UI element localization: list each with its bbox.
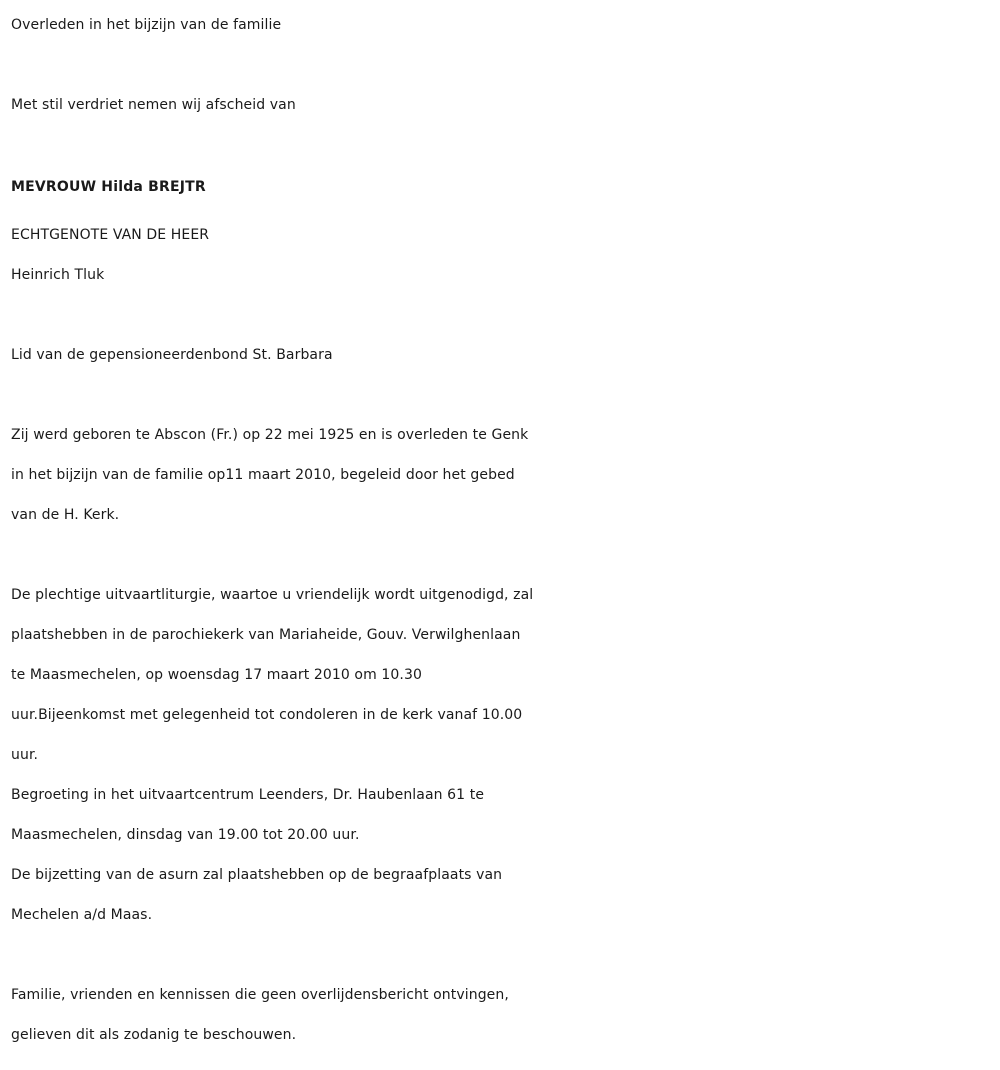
spacer bbox=[11, 935, 1000, 975]
intro-line-1: Overleden in het bijzijn van de familie bbox=[11, 17, 282, 33]
paragraph-line: uur.Bijeenkomst met gelegenheid tot condoleren in de kerk vanaf 10.00 bbox=[11, 707, 523, 723]
paragraph-line: van de H. Kerk. bbox=[11, 507, 120, 523]
paragraph-line: Zij werd geboren te Abscon (Fr.) op 22 mei 1925 en is overleden te Genk bbox=[11, 427, 529, 443]
deceased-title: ECHTGENOTE VAN DE HEER bbox=[11, 227, 210, 243]
paragraph-line: gelieven dit als zodanig te beschouwen. bbox=[11, 1027, 297, 1043]
spacer bbox=[11, 375, 1000, 415]
paragraph-line: Mechelen a/d Maas. bbox=[11, 907, 153, 923]
paragraph-line: Begroeting in het uitvaartcentrum Leenders, Dr. Haubenlaan 61 te bbox=[11, 787, 485, 803]
membership-line: Lid van de gepensioneerdenbond St. Barbara bbox=[11, 347, 333, 363]
paragraph-line: Familie, vrienden en kennissen die geen overlijdensbericht ontvingen, bbox=[11, 987, 509, 1003]
spacer bbox=[11, 295, 1000, 335]
spacer bbox=[11, 45, 1000, 85]
paragraph-line: uur. bbox=[11, 747, 39, 763]
paragraph-line: Maasmechelen, dinsdag van 19.00 tot 20.00 uur. bbox=[11, 827, 360, 843]
paragraph-line: De plechtige uitvaartliturgie, waartoe u vriendelijk wordt uitgenodigd, zal bbox=[11, 587, 534, 603]
paragraph-line: in het bijzijn van de familie op11 maart 2010, begeleid door het gebed bbox=[11, 467, 515, 483]
deceased-name: MEVROUW Hilda BREJTR bbox=[11, 179, 206, 195]
intro-line-2: Met stil verdriet nemen wij afscheid van bbox=[11, 97, 296, 113]
funeral-paragraph bbox=[11, 575, 1000, 935]
paragraph-line: De bijzetting van de asurn zal plaatshebben op de begraafplaats van bbox=[11, 867, 503, 883]
spacer bbox=[11, 535, 1000, 575]
spouse-name: Heinrich Tluk bbox=[11, 267, 105, 283]
closing-paragraph bbox=[11, 975, 1000, 1055]
birth-paragraph bbox=[11, 415, 1000, 535]
paragraph-line: te Maasmechelen, op woensdag 17 maart 2010 om 10.30 bbox=[11, 667, 422, 683]
spacer bbox=[11, 125, 1000, 165]
paragraph-line: plaatshebben in de parochiekerk van Mariaheide, Gouv. Verwilghenlaan bbox=[11, 627, 521, 643]
